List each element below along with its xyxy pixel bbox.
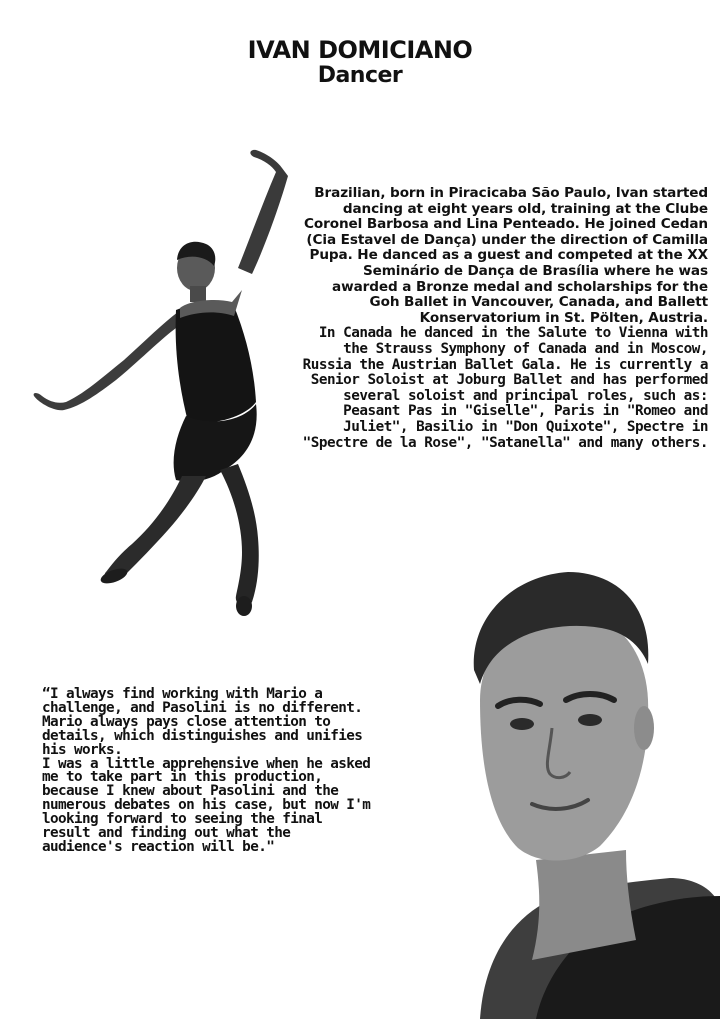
page-header <box>0 36 720 89</box>
dancer-name: IVAN DOMICIANO <box>247 36 473 64</box>
portrait-photo <box>440 560 720 1019</box>
dancer-role: Dancer <box>317 63 403 88</box>
quote-paragraph-2: I was a little apprehensive when he asked me to take part in this production, because I knew about Pasolini and the numerous debates on his case, but now I'm looking forward to seeing the final result and finding out what the audience's reaction will be." <box>42 755 371 855</box>
quote <box>42 688 372 855</box>
dancer-pose-photo <box>20 140 310 630</box>
quote-paragraph-1: “I always find working with Mario a challenge, and Pasolini is no different. Mario always pays close attention to details, which distinguishes and unifies his works. <box>42 686 363 758</box>
bio-paragraph-1: Brazilian, born in Piracicaba São Paulo, Ivan started dancing at eight years old, training at the Clube Coronel Barbosa and Lina Penteado. He joined Cedan (Cia Estavel de Dança) under the direction of Camilla Pupa. He danced as a guest and competed at the XX Seminário de Dança de Brasília where he was awarded a Bronze medal and scholarships for the Goh Ballet in Vancouver, Canada, and Ballett Konservatorium in St. Pölten, Austria. <box>303 185 708 326</box>
biography <box>300 186 708 451</box>
bio-paragraph-2: In Canada he danced in the Salute to Vienna with the Strauss Symphony of Canada and in Moscow, Russia the Austrian Ballet Gala. He is currently a Senior Soloist at Joburg Ballet and has performed several soloist and principal roles, such as: Peasant Pas in "Giselle", Paris in "Romeo and Juliet", Basilio in "Don Quixote", Spectre in "Spectre de la Rose", "Satanella" and many others. <box>302 325 708 451</box>
